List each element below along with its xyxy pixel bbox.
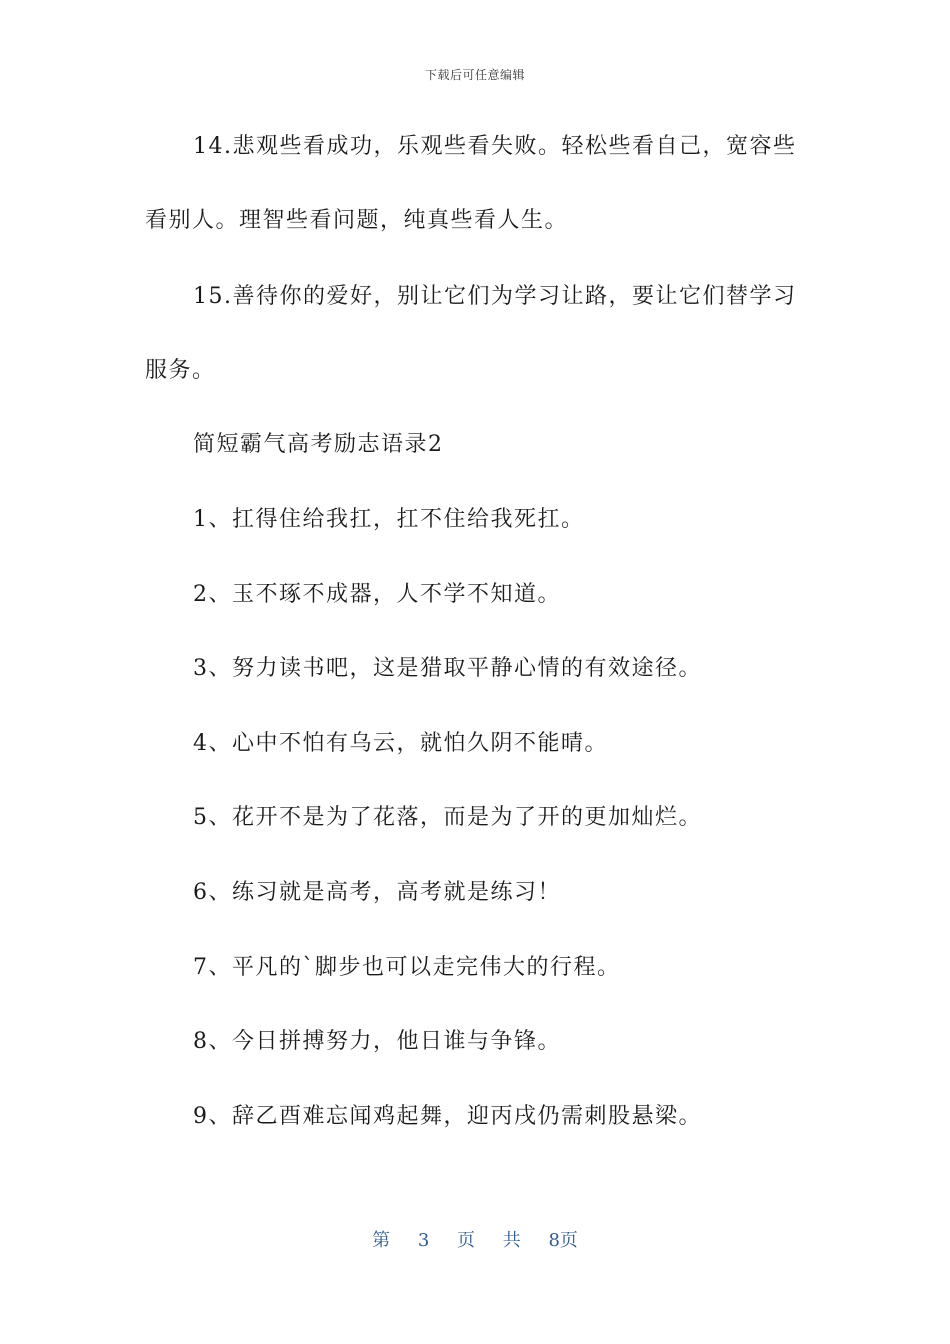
header-note: 下载后可任意编辑 [424,68,525,82]
paragraph-14-line-2: 看别人。理智些看问题，纯真些看人生。 [145,208,569,233]
page-footer [0,1226,950,1252]
list-item: 4、心中不怕有乌云，就怕久阴不能晴。 [193,731,608,756]
list-item: 8、今日拼搏努力，他日谁与争锋。 [193,1029,561,1054]
paragraph-14-line-1: 14.悲观些看成功，乐观些看失败。轻松些看自己，宽容些 [193,134,797,159]
list-item: 7、平凡的`脚步也可以走完伟大的行程。 [193,955,621,980]
footer-ye: 页 [457,1230,475,1251]
section-title: 简短霸气高考励志语录2 [193,432,444,457]
footer-page-number: 3 [417,1230,430,1251]
footer-gong: 共 [502,1230,521,1251]
list-item: 3、努力读书吧，这是猎取平静心情的有效途径。 [193,656,702,681]
list-item: 2、玉不琢不成器，人不学不知道。 [193,582,561,607]
paragraph-15-line-1: 15.善待你的爱好，别让它们为学习让路，要让它们替学习 [193,284,797,309]
paragraph-15-line-2: 服务。 [145,358,216,383]
list-item: 5、花开不是为了花落，而是为了开的更加灿烂。 [193,805,702,830]
footer-total-pages: 8页 [548,1230,578,1251]
list-item: 6、练习就是高考，高考就是练习！ [193,880,561,905]
list-item: 9、辞乙酉难忘闻鸡起舞，迎丙戌仍需刺股悬梁。 [193,1104,702,1129]
footer-di: 第 [372,1230,391,1251]
list-item: 1、扛得住给我扛，扛不住给我死扛。 [193,507,585,532]
